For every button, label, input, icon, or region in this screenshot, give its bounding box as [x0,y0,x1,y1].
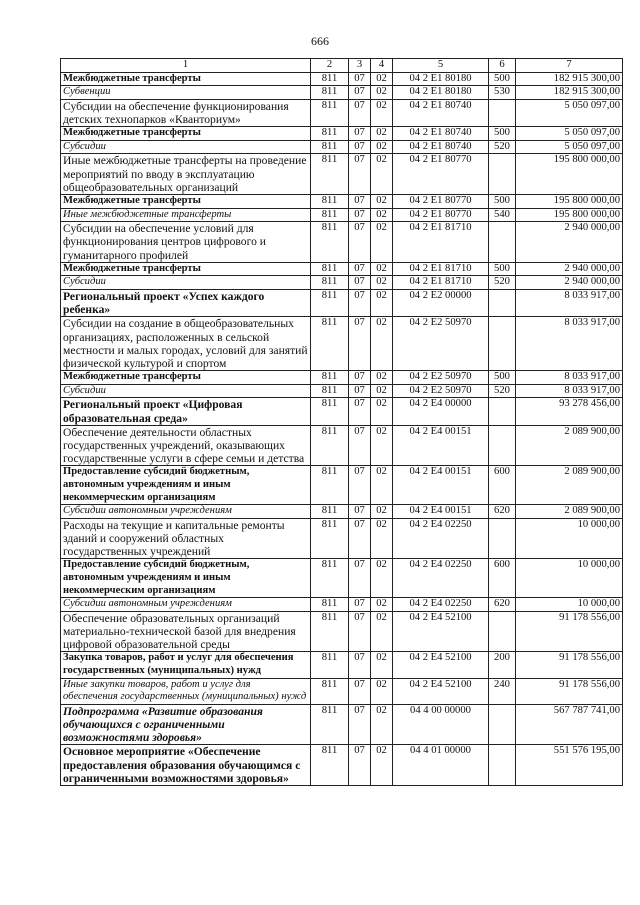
row-target-article: 04 2 E1 80770 [393,208,489,222]
table-row [61,371,623,385]
row-section: 07 [349,598,371,612]
row-name: Предоставление субсидий бюджетным, автономным учреждениям и иным некоммерческим организациям [61,466,311,505]
row-expense-type: 240 [489,678,516,704]
row-target-article: 04 2 E1 80180 [393,72,489,86]
row-subsection: 02 [371,317,393,371]
row-name: Иные межбюджетные трансферты [61,208,311,222]
row-section: 07 [349,194,371,208]
row-section: 07 [349,398,371,425]
row-subsection: 02 [371,518,393,559]
row-name: Субсидии [61,140,311,154]
row-target-article: 04 2 E4 00151 [393,425,489,466]
table-row [61,222,623,263]
row-target-article: 04 2 E4 00151 [393,505,489,519]
row-admin-code: 811 [311,704,349,745]
row-amount: 10 000,00 [516,598,623,612]
row-section: 07 [349,466,371,505]
table-body [61,72,623,785]
row-admin-code: 811 [311,289,349,316]
row-name: Межбюджетные трансферты [61,194,311,208]
row-target-article: 04 2 E1 81710 [393,276,489,290]
row-name: Предоставление субсидий бюджетным, автономным учреждениям и иным некоммерческим организациям [61,559,311,598]
row-admin-code: 811 [311,99,349,126]
row-target-article: 04 2 E1 81710 [393,262,489,276]
row-target-article: 04 2 E1 80740 [393,140,489,154]
row-name: Субсидии [61,384,311,398]
row-amount: 195 800 000,00 [516,194,623,208]
row-expense-type: 520 [489,140,516,154]
row-section: 07 [349,652,371,678]
row-expense-type [489,154,516,195]
row-section: 07 [349,276,371,290]
row-amount: 567 787 741,00 [516,704,623,745]
row-section: 07 [349,317,371,371]
row-amount: 551 576 195,00 [516,745,623,786]
table-row [61,466,623,505]
row-expense-type [489,425,516,466]
row-amount: 91 178 556,00 [516,611,623,652]
col-header-4: 4 [371,59,393,73]
row-admin-code: 811 [311,466,349,505]
row-amount: 2 089 900,00 [516,425,623,466]
table-row [61,127,623,141]
table-row [61,398,623,425]
row-subsection: 02 [371,99,393,126]
row-section: 07 [349,86,371,100]
row-target-article: 04 2 E1 80180 [393,86,489,100]
row-amount: 2 940 000,00 [516,276,623,290]
table-row [61,384,623,398]
row-section: 07 [349,371,371,385]
row-expense-type [489,518,516,559]
row-subsection: 02 [371,678,393,704]
row-subsection: 02 [371,652,393,678]
col-header-5: 5 [393,59,489,73]
row-admin-code: 811 [311,127,349,141]
row-target-article: 04 2 E4 52100 [393,678,489,704]
row-amount: 8 033 917,00 [516,371,623,385]
table-row [61,652,623,678]
row-amount: 182 915 300,00 [516,72,623,86]
row-name: Закупка товаров, работ и услуг для обеспечения государственных (муниципальных) нужд [61,652,311,678]
row-admin-code: 811 [311,276,349,290]
row-section: 07 [349,72,371,86]
table-row [61,99,623,126]
row-subsection: 02 [371,208,393,222]
row-subsection: 02 [371,466,393,505]
row-section: 07 [349,704,371,745]
row-expense-type [489,398,516,425]
row-expense-type [489,289,516,316]
table-row [61,276,623,290]
row-admin-code: 811 [311,140,349,154]
row-admin-code: 811 [311,72,349,86]
row-admin-code: 811 [311,598,349,612]
row-amount: 195 800 000,00 [516,208,623,222]
row-expense-type: 500 [489,371,516,385]
row-expense-type [489,704,516,745]
row-name: Иные закупки товаров, работ и услуг для обеспечения государственных (муниципальных) нужд [61,678,311,704]
table-row [61,154,623,195]
col-header-3: 3 [349,59,371,73]
table-row [61,704,623,745]
row-expense-type [489,317,516,371]
row-section: 07 [349,518,371,559]
row-subsection: 02 [371,398,393,425]
row-expense-type: 520 [489,276,516,290]
row-name: Субсидии [61,276,311,290]
row-admin-code: 811 [311,371,349,385]
row-name: Субсидии на создание в общеобразовательных организациях, расположенных в сельской местности и малых городах, условий для занятий физической культурой и спортом [61,317,311,371]
row-admin-code: 811 [311,222,349,263]
row-subsection: 02 [371,262,393,276]
col-header-6: 6 [489,59,516,73]
row-name: Субсидии на обеспечение условий для функционирования центров цифрового и гуманитарного профилей [61,222,311,263]
row-subsection: 02 [371,289,393,316]
row-subsection: 02 [371,505,393,519]
row-target-article: 04 2 E4 52100 [393,611,489,652]
row-name: Обеспечение образовательных организаций материально-технической базой для внедрения цифровой образовательной среды [61,611,311,652]
row-name: Обеспечение деятельности областных государственных учреждений, оказывающих государственные услуги в сфере семьи и детства [61,425,311,466]
row-name: Межбюджетные трансферты [61,371,311,385]
row-target-article: 04 2 E2 50970 [393,384,489,398]
row-name: Межбюджетные трансферты [61,127,311,141]
row-expense-type: 500 [489,262,516,276]
table-row [61,262,623,276]
row-subsection: 02 [371,140,393,154]
row-target-article: 04 2 E1 80740 [393,127,489,141]
row-expense-type: 500 [489,72,516,86]
row-name: Расходы на текущие и капитальные ремонты зданий и сооружений областных государственных учреждений [61,518,311,559]
row-expense-type [489,745,516,786]
row-target-article: 04 2 E2 50970 [393,371,489,385]
row-amount: 8 033 917,00 [516,384,623,398]
row-admin-code: 811 [311,425,349,466]
row-amount: 2 089 900,00 [516,466,623,505]
table-row [61,598,623,612]
col-header-2: 2 [311,59,349,73]
row-target-article: 04 2 E1 80770 [393,194,489,208]
row-name: Региональный проект «Цифровая образовательная среда» [61,398,311,425]
row-name: Региональный проект «Успех каждого ребенка» [61,289,311,316]
row-target-article: 04 2 E4 00151 [393,466,489,505]
table-row [61,559,623,598]
row-admin-code: 811 [311,154,349,195]
row-section: 07 [349,384,371,398]
row-expense-type: 600 [489,466,516,505]
table-row [61,611,623,652]
row-target-article: 04 2 E1 81710 [393,222,489,263]
row-admin-code: 811 [311,611,349,652]
row-section: 07 [349,99,371,126]
row-section: 07 [349,745,371,786]
row-subsection: 02 [371,72,393,86]
row-subsection: 02 [371,276,393,290]
row-target-article: 04 2 E2 00000 [393,289,489,316]
row-subsection: 02 [371,371,393,385]
table-row [61,745,623,786]
row-target-article: 04 2 E4 00000 [393,398,489,425]
row-target-article: 04 2 E2 50970 [393,317,489,371]
row-subsection: 02 [371,704,393,745]
row-name: Субсидии автономным учреждениям [61,598,311,612]
page-number: 666 [311,34,329,48]
row-expense-type: 540 [489,208,516,222]
row-expense-type: 500 [489,127,516,141]
row-section: 07 [349,140,371,154]
row-amount: 2 940 000,00 [516,222,623,263]
row-expense-type: 600 [489,559,516,598]
row-section: 07 [349,222,371,263]
row-amount: 93 278 456,00 [516,398,623,425]
row-amount: 195 800 000,00 [516,154,623,195]
row-expense-type: 500 [489,194,516,208]
row-target-article: 04 2 E4 02250 [393,598,489,612]
row-amount: 10 000,00 [516,518,623,559]
row-admin-code: 811 [311,194,349,208]
table-row [61,678,623,704]
row-amount: 91 178 556,00 [516,652,623,678]
col-header-7: 7 [516,59,623,73]
row-admin-code: 811 [311,384,349,398]
header-row [61,59,623,73]
row-amount: 8 033 917,00 [516,289,623,316]
row-admin-code: 811 [311,678,349,704]
row-expense-type: 620 [489,505,516,519]
row-amount: 10 000,00 [516,559,623,598]
row-expense-type [489,99,516,126]
table-row [61,505,623,519]
row-expense-type [489,611,516,652]
row-amount: 2 940 000,00 [516,262,623,276]
table-row [61,317,623,371]
row-name: Субсидии на обеспечение функционирования детских технопарков «Кванториум» [61,99,311,126]
table-row [61,86,623,100]
row-section: 07 [349,611,371,652]
row-subsection: 02 [371,384,393,398]
row-admin-code: 811 [311,398,349,425]
row-expense-type [489,222,516,263]
table-row [61,518,623,559]
row-target-article: 04 2 E4 02250 [393,559,489,598]
row-admin-code: 811 [311,262,349,276]
row-target-article: 04 2 E1 80740 [393,99,489,126]
col-header-1: 1 [61,59,311,73]
row-amount: 182 915 300,00 [516,86,623,100]
row-admin-code: 811 [311,518,349,559]
row-admin-code: 811 [311,559,349,598]
row-name: Основное мероприятие «Обеспечение предоставления образования обучающимся с ограниченными возможностями здоровья» [61,745,311,786]
row-section: 07 [349,262,371,276]
row-target-article: 04 2 E4 02250 [393,518,489,559]
row-expense-type: 620 [489,598,516,612]
row-expense-type: 520 [489,384,516,398]
row-name: Подпрограмма «Развитие образования обучающихся с ограниченными возможностями здоровья» [61,704,311,745]
row-target-article: 04 2 E1 80770 [393,154,489,195]
table-row [61,194,623,208]
budget-table [60,58,623,786]
row-subsection: 02 [371,425,393,466]
row-subsection: 02 [371,86,393,100]
row-amount: 2 089 900,00 [516,505,623,519]
row-section: 07 [349,208,371,222]
row-section: 07 [349,289,371,316]
row-section: 07 [349,154,371,195]
row-name: Межбюджетные трансферты [61,262,311,276]
row-name: Субсидии автономным учреждениям [61,505,311,519]
row-amount: 5 050 097,00 [516,127,623,141]
table-row [61,425,623,466]
row-target-article: 04 2 E4 52100 [393,652,489,678]
row-admin-code: 811 [311,745,349,786]
row-amount: 5 050 097,00 [516,99,623,126]
row-subsection: 02 [371,611,393,652]
row-admin-code: 811 [311,652,349,678]
row-target-article: 04 4 00 00000 [393,704,489,745]
table-row [61,289,623,316]
table-row [61,72,623,86]
row-amount: 8 033 917,00 [516,317,623,371]
row-subsection: 02 [371,127,393,141]
row-amount: 91 178 556,00 [516,678,623,704]
table-row [61,208,623,222]
table-row [61,140,623,154]
row-amount: 5 050 097,00 [516,140,623,154]
row-section: 07 [349,127,371,141]
row-subsection: 02 [371,559,393,598]
row-subsection: 02 [371,598,393,612]
row-name: Иные межбюджетные трансферты на проведение мероприятий по вводу в эксплуатацию общеобразовательных организаций [61,154,311,195]
row-expense-type: 200 [489,652,516,678]
row-target-article: 04 4 01 00000 [393,745,489,786]
row-admin-code: 811 [311,505,349,519]
row-subsection: 02 [371,154,393,195]
row-section: 07 [349,505,371,519]
row-name: Субвенции [61,86,311,100]
row-admin-code: 811 [311,317,349,371]
row-section: 07 [349,559,371,598]
row-admin-code: 811 [311,208,349,222]
row-subsection: 02 [371,194,393,208]
row-subsection: 02 [371,222,393,263]
row-section: 07 [349,678,371,704]
row-subsection: 02 [371,745,393,786]
row-section: 07 [349,425,371,466]
row-admin-code: 811 [311,86,349,100]
row-name: Межбюджетные трансферты [61,72,311,86]
row-expense-type: 530 [489,86,516,100]
